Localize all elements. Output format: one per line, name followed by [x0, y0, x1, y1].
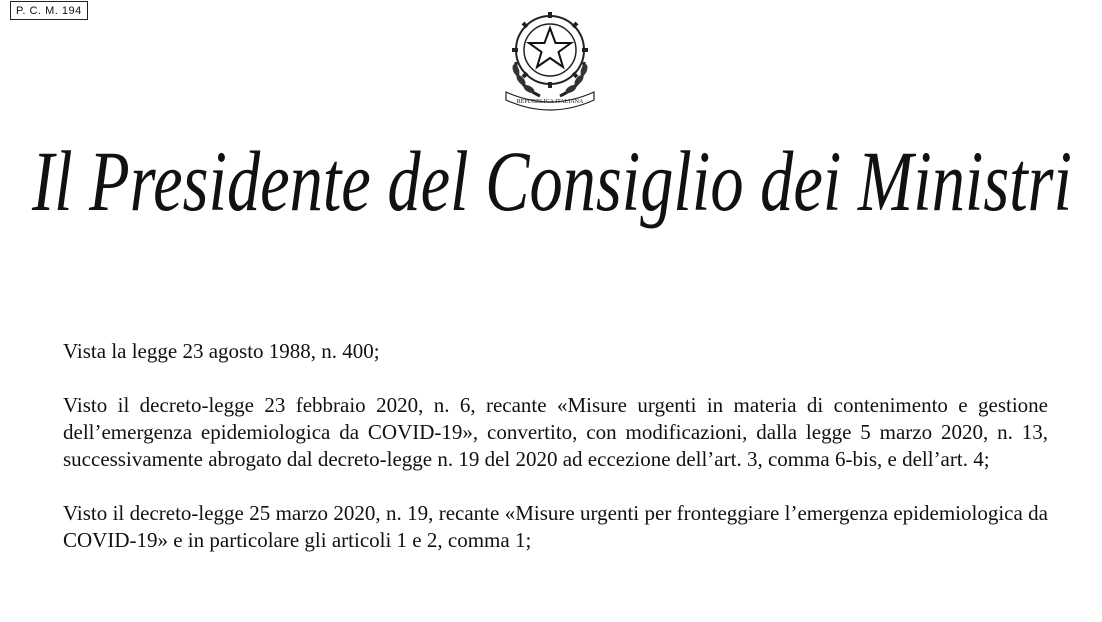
- emblem-motto: REPUBBLICA ITALIANA: [516, 99, 584, 105]
- paragraph-decreto-legge-19: Visto il decreto-legge 25 marzo 2020, n. 19, recante «Misure urgenti per fronteggiare l’emergenza epidemiologica da COVID-19» e in particolare gli articoli 1 e 2, comma 1;: [63, 501, 1048, 552]
- protocol-code-box: [10, 1, 88, 20]
- emblem-of-italy-icon: [494, 0, 606, 112]
- document-body: [63, 338, 1048, 581]
- heading-text: Il Presidente del Consiglio dei Ministri: [31, 133, 1073, 229]
- protocol-code: P. C. M. 194: [16, 5, 82, 17]
- paragraph-legge-400: Vista la legge 23 agosto 1988, n. 400;: [63, 339, 380, 363]
- paragraph-decreto-legge-6: Visto il decreto-legge 23 febbraio 2020, n. 6, recante «Misure urgenti in materia di contenimento e gestione dell’emergenza epidemiologica da COVID-19», convertito, con modificazioni, dalla legge 5 marzo 2020, n. 13, successivamente abrogato dal decreto-legge n. 19 del 2020 ad eccezione dell’art. 3, comma 6-bis, e dell’art. 4;: [63, 393, 1048, 471]
- heading: [22, 118, 1082, 248]
